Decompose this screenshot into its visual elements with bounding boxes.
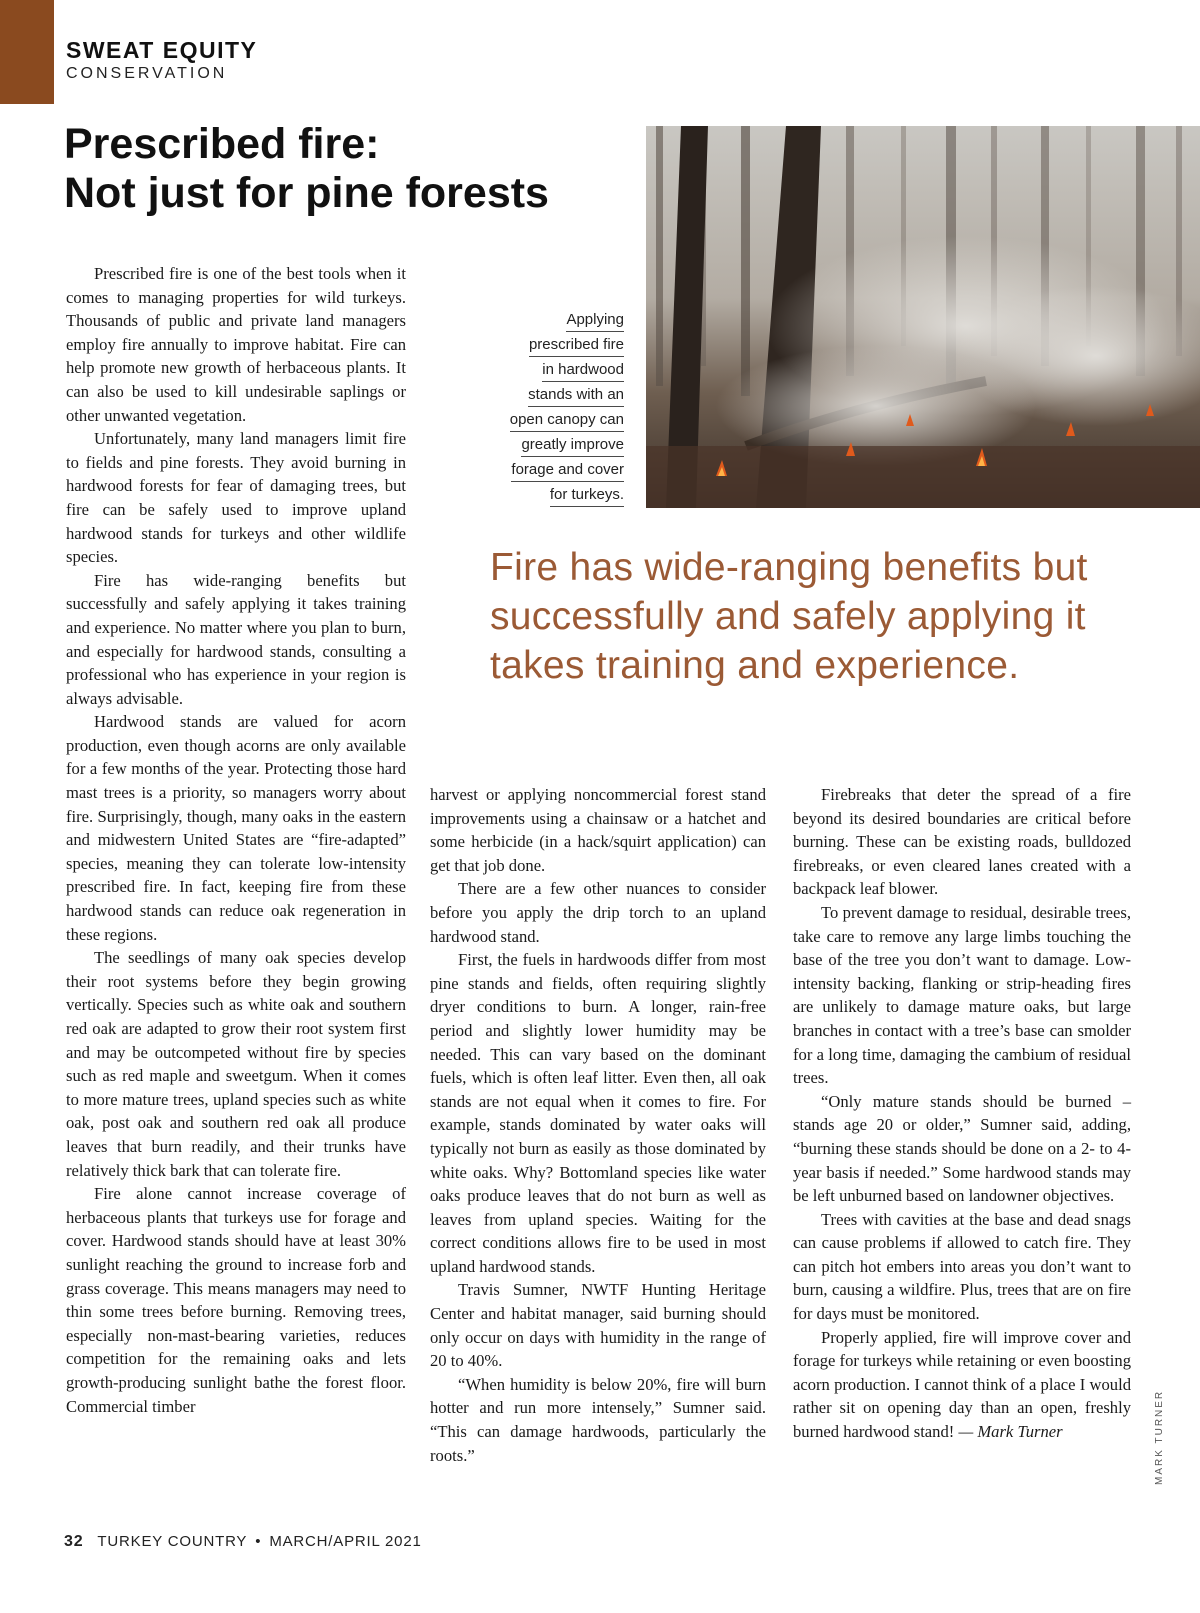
caption-line: for turkeys. <box>550 485 624 507</box>
paragraph: Prescribed fire is one of the best tools when it comes to managing properties for wild turkeys. Thousands of public and private land managers employ fire annually to improve habitat. Fire can help promote new growth of herbaceous plants. It can also be used to kill undesirable saplings or other unwanted vegetation. <box>66 264 406 425</box>
text-column-2 <box>430 783 766 1467</box>
issue-date: MARCH/APRIL 2021 <box>269 1533 422 1550</box>
section-title: SWEAT EQUITY <box>66 37 258 63</box>
photo-credit: MARK TURNER <box>1154 1389 1165 1485</box>
paragraph: Unfortunately, many land managers limit fire to fields and pine forests. They avoid burning in hardwood forests for fear of damaging trees, but fire can be safely used to improve upland hardwood stands for turkeys and other wildlife species. <box>66 429 406 567</box>
text-column-1 <box>66 262 406 1418</box>
article-headline <box>64 120 644 218</box>
paragraph: Trees with cavities at the base and dead snags can cause problems if allowed to catch fire. They can pitch hot embers into areas you don’t want to burn, causing a wildfire. Plus, trees that are on fire for days must be monitored. <box>793 1209 1131 1324</box>
paragraph: Fire has wide-ranging benefits but successfully and safely applying it takes training and experience. No matter where you plan to burn, and especially for hardwood stands, consulting a professional who has experience in your region is always advisable. <box>66 570 406 708</box>
section-label <box>66 36 257 84</box>
text-column-3 <box>793 783 1131 1444</box>
caption-line: stands with an <box>528 385 624 407</box>
magazine-name: TURKEY COUNTRY <box>97 1533 248 1550</box>
paragraph: Firebreaks that deter the spread of a fire beyond its desired boundaries are critical before burning. These can be existing roads, bulldozed firebreaks, or even cleared lanes created with a backpack leaf blower. <box>793 785 1131 899</box>
paragraph: There are a few other nuances to consider before you apply the drip torch to an upland hardwood stand. <box>430 879 766 946</box>
pull-quote: Fire has wide-ranging benefits but successfully and safely applying it takes training and experience. <box>490 546 1088 687</box>
photo-caption <box>470 310 624 510</box>
paragraph: First, the fuels in hardwoods differ from most pine stands and fields, often requiring slightly dryer conditions to burn. A longer, rain-free period and slightly lower humidity may be needed. This can vary based on the dominant fuels, which is often leaf litter. Even then, all oak stands are not equal when it comes to fire. For example, stands dominated by water oaks will typically not burn as easily as those dominated by white oaks. Why? Bottomland species like water oaks produce leaves that do not burn as well as leaves from upland species. Waiting for the correct conditions allows fire to be used in most upland hardwood stands. <box>430 950 766 1276</box>
page-number: 32 <box>64 1533 84 1550</box>
section-color-tab <box>0 0 54 104</box>
caption-line: in hardwood <box>542 360 624 382</box>
paragraph: Fire alone cannot increase coverage of herbaceous plants that turkeys use for forage and cover. Hardwood stands should have at least 30% sunlight reaching the ground to increase forb and grass coverage. This means managers may need to thin some trees before burning. Removing trees, especially non-mast-bearing varieties, reduces competition for the remaining oaks and lets growth-producing sunlight bathe the forest floor. Commercial timber <box>66 1184 406 1416</box>
paragraph: harvest or applying noncommercial forest stand improvements using a chainsaw or a hatchet and some herbicide (in a hack/squirt application) can get that job done. <box>430 785 766 875</box>
caption-line: Applying <box>566 310 624 332</box>
headline-line-1: Prescribed fire: <box>64 120 380 168</box>
paragraph: The seedlings of many oak species develop their root systems before they begin growing vertically. Species such as white oak and southern red oak are adapted to grow their root system first and may be outcompeted without fire by species such as red maple and sweetgum. When it comes to more mature trees, upland species such as white oak, post oak and southern red oak all produce leaves that burn readily, and their trunks have relatively thick bark that can tolerate fire. <box>66 948 406 1180</box>
paragraph: Hardwood stands are valued for acorn production, even though acorns are only available for a few months of the year. Protecting those hard mast trees is a priority, so managers worry about fire. Surprisingly, though, many oaks in the eastern and midwestern United States are “fire-adapted” species, meaning they can tolerate low-intensity prescribed fire. In fact, keeping fire from these hardwood stands can reduce oak regeneration in these regions. <box>66 712 406 944</box>
bullet-separator: • <box>255 1533 262 1550</box>
paragraph: “Only mature stands should be burned – stands age 20 or older,” Sumner said, adding, “burning these stands should be done on a 2- to 4-year basis if needed.” Some hardwood stands may be left unburned based on landowner objectives. <box>793 1091 1131 1206</box>
paragraph: “When humidity is below 20%, fire will burn hotter and run more intensely,” Sumner said. “This can damage hardwoods, particularly the roots.” <box>430 1374 766 1465</box>
paragraph-text: Properly applied, fire will improve cover and forage for turkeys while retaining or even boosting acorn production. I cannot think of a place I would rather sit on opening day than an open, freshly burned hardwood stand! <box>793 1327 1131 1442</box>
last-paragraph <box>793 1326 1131 1444</box>
author-signoff: — Mark Turner <box>958 1422 1063 1442</box>
section-subtitle: CONSERVATION <box>66 65 228 82</box>
paragraph: Travis Sumner, NWTF Hunting Heritage Center and habitat manager, said burning should only occur on days with humidity in the range of 20 to 40%. <box>430 1280 766 1371</box>
caption-line: greatly improve <box>521 435 624 457</box>
forest-fire-photo <box>646 126 1200 508</box>
caption-line: forage and cover <box>511 460 624 482</box>
caption-line: prescribed fire <box>529 335 624 357</box>
paragraph: To prevent damage to residual, desirable trees, take care to remove any large limbs touching the base of the tree you don’t want to damage. Low-intensity backing, flanking or strip-heading fires are unlikely to damage mature oaks, but large branches in contact with a tree’s base can smolder for a long time, damaging the cambium of residual trees. <box>793 902 1131 1088</box>
page-footer <box>64 1533 422 1551</box>
headline-line-2: Not just for pine forests <box>64 169 549 217</box>
caption-line: open canopy can <box>510 410 624 432</box>
